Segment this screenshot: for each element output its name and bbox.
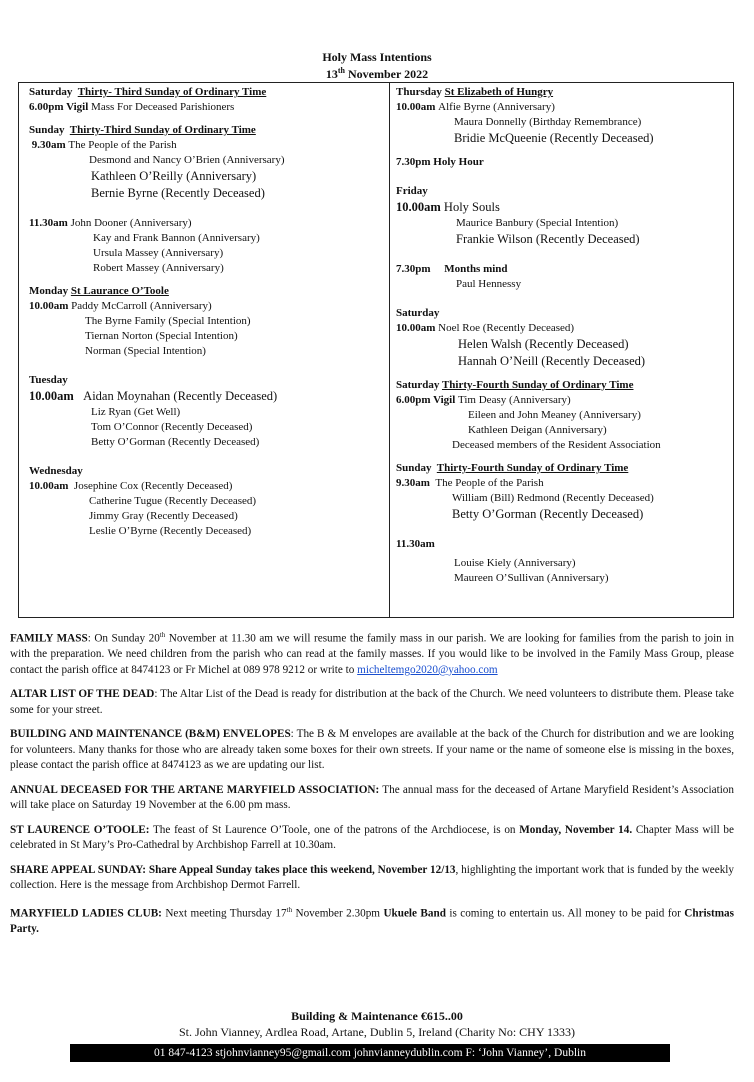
intention: Tim Deasy (Anniversary) xyxy=(458,394,571,406)
day-label: Wednesday xyxy=(29,465,83,477)
notice-text: : On Sunday 20 xyxy=(87,632,160,645)
day-heading xyxy=(29,284,385,299)
building-maintenance-total: Building & Maintenance €615..00 xyxy=(291,1009,463,1023)
day-label: Sunday xyxy=(29,124,65,136)
right-column xyxy=(396,85,732,586)
intention: Kay and Frank Bannon (Anniversary) xyxy=(93,232,260,244)
feast-label: Thirty-Fourth Sunday of Ordinary Time xyxy=(441,379,634,391)
mass-row xyxy=(396,100,732,115)
intention: Noel Roe (Recently Deceased) xyxy=(438,322,575,334)
notice-emphasis: Christmas Party. xyxy=(10,907,735,935)
notice-family-mass xyxy=(10,628,734,678)
notice-st-laurence xyxy=(10,823,734,854)
mass-time: 9.30am xyxy=(396,477,430,489)
title-day: 13 xyxy=(325,67,338,81)
title-sup: th xyxy=(337,66,345,75)
mass-intentions-table xyxy=(18,82,734,618)
intention: Kathleen Deigan (Anniversary) xyxy=(468,424,607,436)
intention: Robert Massey (Anniversary) xyxy=(93,262,224,274)
intention: Holy Hour xyxy=(433,156,484,168)
parish-address: St. John Vianney, Ardlea Road, Artane, Dublin 5, Ireland (Charity No: CHY 1333) xyxy=(178,1025,576,1039)
mass-row xyxy=(396,155,732,170)
day-label: Saturday xyxy=(396,379,440,391)
mass-heading: Months mind xyxy=(444,263,508,275)
notice-sup: th xyxy=(286,905,293,914)
day-label: Monday xyxy=(29,285,69,297)
day-label: Tuesday xyxy=(29,374,68,386)
mass-time: 9.30am xyxy=(31,139,66,151)
feast-label: St Laurance O’Toole xyxy=(70,285,169,297)
mass-time: 6.00pm Vigil xyxy=(29,101,89,113)
day-heading xyxy=(396,378,732,393)
title-line1: Holy Mass Intentions xyxy=(322,50,432,64)
day-heading xyxy=(396,85,732,100)
mass-row xyxy=(29,100,385,115)
intention: The People of the Parish xyxy=(435,477,544,489)
title-rest: November 2022 xyxy=(345,67,429,81)
notice-text: Chapter Mass will be celebrated in St Mary’s Pro-Cathedral by Archbishop Farrell at 10.30am. xyxy=(10,823,734,852)
intention: William (Bill) Redmond (Recently Deceased) xyxy=(452,492,654,504)
intention: Holy Souls xyxy=(443,200,500,214)
notice-building-maintenance xyxy=(10,727,734,774)
intention: Louise Kiely (Anniversary) xyxy=(454,557,576,569)
intention: Leslie O’Byrne (Recently Deceased) xyxy=(89,525,252,537)
intention: John Dooner (Anniversary) xyxy=(70,217,192,229)
day-heading xyxy=(29,123,385,138)
mass-time: 10.00am xyxy=(29,389,74,403)
mass-row xyxy=(396,476,732,491)
mass-row xyxy=(29,138,385,153)
mass-time: 6.00pm Vigil xyxy=(396,394,456,406)
mass-time: 11.30am xyxy=(396,538,435,550)
notice-text: : The B & M envelopes are available at the back of the Church for distribution and we are looking for volunteers. Many thanks for those who are already taken some boxes for their own streets. If your name or the name of someone else is missing in the boxes, please contact the parish office at 8474123 as we are updating our list. xyxy=(10,728,734,772)
notice-text: , highlighting the important work that is funded by the weekly collection. Here is the message from Archbishop Dermot Farrell. xyxy=(10,863,734,892)
notice-text: The feast of St Laurence O’Toole, one of the patrons of the Archdiocese, is on xyxy=(149,823,520,836)
day-label: Sunday xyxy=(396,462,432,474)
mass-time: 10.00am xyxy=(29,480,69,492)
mass-row xyxy=(396,199,732,216)
intention: Maureen O’Sullivan (Anniversary) xyxy=(454,572,609,584)
intention: Tom O’Connor (Recently Deceased) xyxy=(91,421,253,433)
notices xyxy=(10,628,734,946)
mass-row xyxy=(29,388,385,405)
notice-altar-list xyxy=(10,687,734,718)
feast-label: Thirty-Fourth Sunday of Ordinary Time xyxy=(436,462,629,474)
intention: Liz Ryan (Get Well) xyxy=(91,406,181,418)
mass-row xyxy=(396,321,732,336)
day-label: Saturday xyxy=(396,307,440,319)
intention: Eileen and John Meaney (Anniversary) xyxy=(468,409,641,421)
mass-time: 10.00am xyxy=(396,101,436,113)
title-date xyxy=(0,64,754,81)
intention: Catherine Tugue (Recently Deceased) xyxy=(89,495,257,507)
day-label: Thursday xyxy=(396,86,442,98)
mass-row xyxy=(29,479,385,494)
notice-heading: ALTAR LIST OF THE DEAD xyxy=(10,688,155,701)
notice-sup: th xyxy=(159,631,166,639)
column-divider xyxy=(389,83,390,617)
intention: Bernie Byrne (Recently Deceased) xyxy=(91,186,265,200)
notice-emphasis: Monday, November 14. xyxy=(519,823,633,836)
notice-annual-deceased xyxy=(10,783,734,814)
mass-time: 7.30pm xyxy=(396,156,431,168)
intention: Mass For Deceased Parishioners xyxy=(91,101,235,113)
intention: Bridie McQueenie (Recently Deceased) xyxy=(454,131,654,145)
day-label: Saturday xyxy=(29,86,73,98)
notice-ladies-club xyxy=(10,903,734,938)
notice-text: November at 11.30 am we will resume the family mass in our parish. We are looking for families from the parish to join in with the preparation. We need children from the parish who can read at the family masses. If you would like to be involved in the Family Mass Group, please contact the parish office at 8474123 or Fr Michel at 089 978 9212 or write to xyxy=(10,632,734,676)
mass-time: 7.30pm xyxy=(396,263,431,275)
email-link[interactable]: micheltemgo2020@yahoo.com xyxy=(357,663,498,676)
mass-time: 10.00am xyxy=(396,200,441,214)
notice-heading: MARYFIELD LADIES CLUB: xyxy=(10,907,162,920)
intention: Frankie Wilson (Recently Deceased) xyxy=(456,232,640,246)
intention: Paddy McCarroll (Anniversary) xyxy=(71,300,212,312)
mass-time: 10.00am xyxy=(396,322,436,334)
mass-time: 10.00am xyxy=(29,300,69,312)
notice-text: Next meeting Thursday 17 xyxy=(161,907,287,920)
notice-text: The annual mass for the deceased of Artane Maryfield Resident’s Association will take place on Saturday 19 November at the 6.00 pm mass. xyxy=(10,783,734,812)
contact-bar: 01 847-4123 stjohnvianney95@gmail.com johnvianneydublin.com F: ‘John Vianney’, Dublin xyxy=(70,1044,670,1062)
feast-label: St Elizabeth of Hungry xyxy=(444,86,554,98)
intention: Josephine Cox (Recently Deceased) xyxy=(73,480,233,492)
intention: Deceased members of the Resident Association xyxy=(452,439,661,451)
mass-row xyxy=(396,393,732,408)
intention: Desmond and Nancy O’Brien (Anniversary) xyxy=(89,154,285,166)
day-label: Friday xyxy=(396,185,428,197)
mass-time: 11.30am xyxy=(29,217,68,229)
notice-heading: BUILDING AND MAINTENANCE (B&M) ENVELOPES xyxy=(10,728,291,741)
notice-heading: SHARE APPEAL SUNDAY: Share Appeal Sunday takes place this weekend, November 12/13 xyxy=(10,863,456,876)
page-title xyxy=(0,50,754,81)
notice-text: November 2.30pm xyxy=(292,907,384,920)
intention: Ursula Massey (Anniversary) xyxy=(93,247,224,259)
intention: Aidan Moynahan (Recently Deceased) xyxy=(83,389,278,403)
mass-row xyxy=(29,299,385,314)
feast-label: Thirty- Third Sunday of Ordinary Time xyxy=(77,86,267,98)
intention: The Byrne Family (Special Intention) xyxy=(85,315,251,327)
left-column xyxy=(29,85,385,539)
notice-heading: FAMILY MASS xyxy=(10,632,88,645)
intention: Betty O’Gorman (Recently Deceased) xyxy=(452,507,644,521)
day-heading xyxy=(29,85,385,100)
notice-heading: ANNUAL DECEASED FOR THE ARTANE MARYFIELD ASSOCIATION: xyxy=(10,783,380,796)
intention: Betty O’Gorman (Recently Deceased) xyxy=(91,436,260,448)
notice-heading: ST LAURENCE O’TOOLE: xyxy=(10,823,150,836)
intention: Paul Hennessy xyxy=(456,278,522,290)
intention: Hannah O’Neill (Recently Deceased) xyxy=(458,354,646,368)
day-heading xyxy=(396,461,732,476)
intention: Kathleen O’Reilly (Anniversary) xyxy=(91,169,257,183)
intention: Maura Donnelly (Birthday Remembrance) xyxy=(454,116,642,128)
intention: Maurice Banbury (Special Intention) xyxy=(456,217,619,229)
notice-text: : The Altar List of the Dead is ready for distribution at the back of the Church. We need volunteers to distribute them. Please take some for your street. xyxy=(10,688,734,716)
notice-share-appeal xyxy=(10,863,734,894)
intention: Jimmy Gray (Recently Deceased) xyxy=(89,510,238,522)
intention: The People of the Parish xyxy=(68,139,177,151)
intention: Tiernan Norton (Special Intention) xyxy=(85,330,238,342)
mass-row xyxy=(29,216,385,231)
intention: Alfie Byrne (Anniversary) xyxy=(438,101,555,113)
feast-label: Thirty-Third Sunday of Ordinary Time xyxy=(69,124,256,136)
notice-text: is coming to entertain us. All money to be paid for xyxy=(445,907,685,920)
intention: Helen Walsh (Recently Deceased) xyxy=(458,337,629,351)
notice-emphasis: Ukuele Band xyxy=(383,907,446,920)
intention: Norman (Special Intention) xyxy=(85,345,206,357)
mass-row xyxy=(396,262,732,277)
